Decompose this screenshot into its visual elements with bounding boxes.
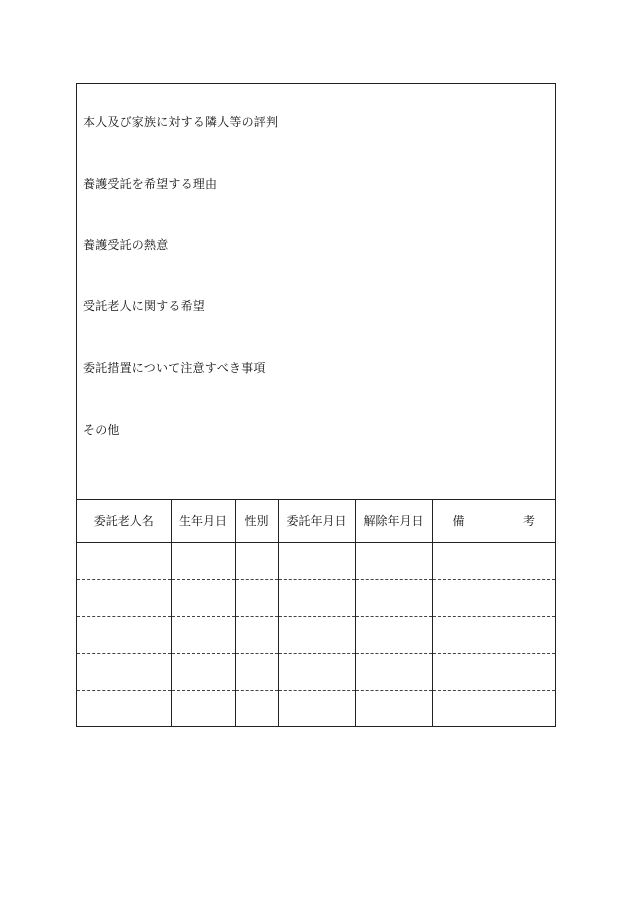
table-row: [77, 654, 555, 691]
table-cell[interactable]: [278, 580, 355, 617]
table-cell[interactable]: [355, 691, 432, 728]
col-header-remarks: [432, 499, 555, 543]
table-cell[interactable]: [171, 617, 235, 654]
note-precautions: 委託措置について注意すべき事項: [83, 361, 266, 375]
table-cell[interactable]: [77, 654, 171, 691]
note-other: その他: [83, 423, 120, 437]
table-cell[interactable]: [432, 691, 555, 728]
table-cell[interactable]: [432, 543, 555, 580]
table-cell[interactable]: [432, 654, 555, 691]
table-cell[interactable]: [77, 691, 171, 728]
table-cell[interactable]: [235, 617, 278, 654]
remarks-char-2: 考: [522, 514, 535, 528]
table-header-row: [77, 499, 555, 543]
table-cell[interactable]: [355, 580, 432, 617]
table-row: [77, 691, 555, 728]
table-cell[interactable]: [432, 580, 555, 617]
table-row: [77, 580, 555, 617]
table-cell[interactable]: [235, 580, 278, 617]
table-cell[interactable]: [355, 617, 432, 654]
commission-records-table: [77, 499, 555, 727]
note-wishes-for-elder: 受託老人に関する希望: [83, 299, 206, 313]
table-cell[interactable]: [171, 691, 235, 728]
table-cell[interactable]: [171, 654, 235, 691]
table-cell[interactable]: [355, 543, 432, 580]
table-cell[interactable]: [77, 580, 171, 617]
table-row: [77, 543, 555, 580]
notes-section: [77, 84, 555, 500]
col-header-release-date: 解除年月日: [355, 499, 432, 543]
form-frame: [76, 83, 556, 727]
col-header-sex: 性別: [235, 499, 278, 543]
note-neighbor-reputation: 本人及び家族に対する隣人等の評判: [83, 115, 279, 129]
table-cell[interactable]: [235, 543, 278, 580]
table-row: [77, 617, 555, 654]
table-cell[interactable]: [278, 691, 355, 728]
table-cell[interactable]: [432, 617, 555, 654]
note-enthusiasm: 養護受託の熱意: [83, 238, 169, 252]
table-cell[interactable]: [235, 654, 278, 691]
table-cell[interactable]: [77, 617, 171, 654]
table-cell[interactable]: [171, 580, 235, 617]
table-cell[interactable]: [77, 543, 171, 580]
table-cell[interactable]: [278, 654, 355, 691]
col-header-commission-date: 委託年月日: [278, 499, 355, 543]
table-cell[interactable]: [355, 654, 432, 691]
remarks-char-1: 備: [452, 514, 465, 528]
col-header-elder-name: 委託老人名: [77, 499, 171, 543]
table-cell[interactable]: [278, 543, 355, 580]
table-cell[interactable]: [235, 691, 278, 728]
col-header-birth-date: 生年月日: [171, 499, 235, 543]
table-cell[interactable]: [278, 617, 355, 654]
note-reason-for-request: 養護受託を希望する理由: [83, 177, 218, 191]
table-cell[interactable]: [171, 543, 235, 580]
